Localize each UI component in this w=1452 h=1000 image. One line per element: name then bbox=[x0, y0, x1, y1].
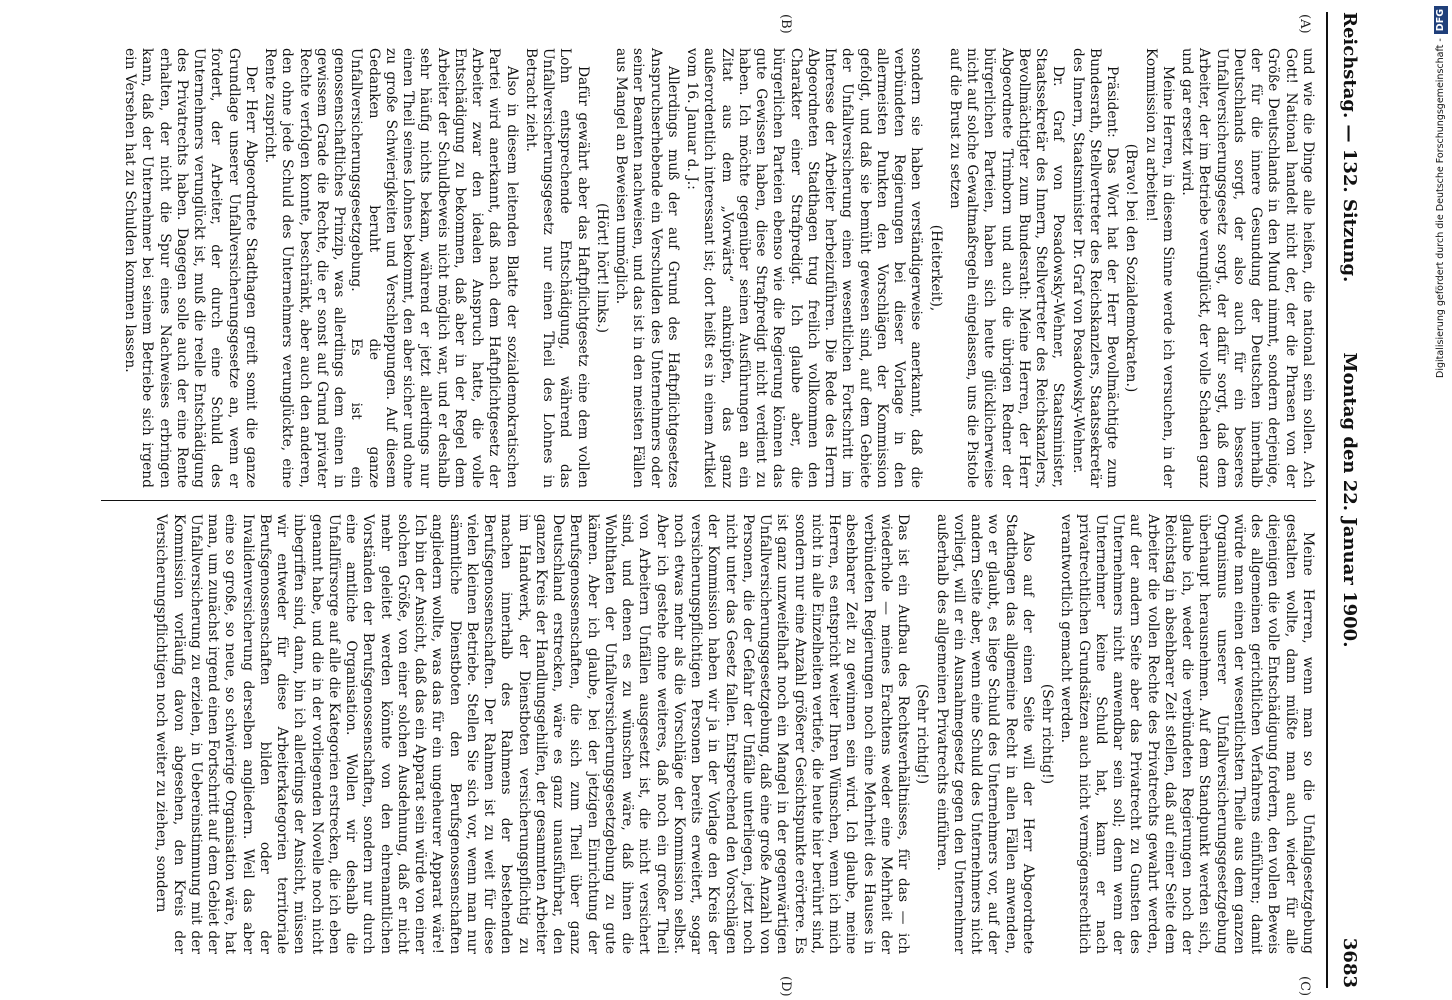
margin-label-b: (B) bbox=[778, 14, 793, 34]
dfg-logo: DFG bbox=[1434, 6, 1448, 34]
interjection: (Sehr richtig!) bbox=[1039, 683, 1056, 785]
paragraph-speaker: Dr. Graf von Posadowsky-Wehner, Staatsminister, Staatssekretär des Innern, Stellvertreter des Reichskanzlers, Bevollmächtigter zum Bundesrath: Meine Herren, der Herr Abgeordnete Trimborn und auch die übrigen Redner der bürgerlichen Parteien, haben sich heute glücklicherweise nicht auf solche Gewaltmaßregeln eingelassen, uns die Pistole auf die Brust zu setzen bbox=[947, 48, 1067, 488]
paragraph: sondern sie haben verständigerweise anerkannt, daß die verbündeten Regierungen bei dieser Vorlage in den allermeisten Punkten den Vorschlägen der Kommission gefolgt, und daß sie bemüht gewesen sind, auf dem Gebiete der Unfallversicherung einen wesentlichen Fortschritt im Interesse der Arbeiter herbeizuführen. Die Rede des Herrn Abgeordneten Stadthagen trug freilich vollkommen den Charakter einer Strafpredigt. Ich glaube aber, die bürgerlichen Parteien ebenso wie die Regierung können das gute Gewissen haben, diese Strafpredigt nicht verdient zu haben. Ich möchte gegenüber seinen Ausführungen an ein Zitat aus dem „Vorwärts“ anknüpfen, das ganz außerordentlich interessant ist; dort heißt es in einem Artikel vom 16. Januar d. J.: bbox=[684, 48, 925, 488]
document-page bbox=[48, 0, 1378, 1000]
quotation: Allerdings muß der auf Grund des Haftpflichtgesetzes Anspruchserhebende ein Verschulden des Unternehmers oder seiner Beamten nachweisen, und das ist in den meisten Fällen aus Mangel an Beweisen unmöglich. bbox=[613, 48, 681, 488]
paragraph: und wie die Dinge alle heißen, die national sein sollen. Ach Gott! National handelt nicht der, der die Phrasen von der Größe Deutschlands in den Mund nimmt, sondern derjenige, der für die innere Gesundung der Deutschen innerhalb Deutschlands sorgt, der also auch für ein besseres Unfallversicherungsgesetz sorgt, der dafür sorgt, daß dem Arbeiter, der im Betriebe verunglückt, der volle Schaden ganz und gar ersetzt wird. bbox=[1179, 48, 1316, 488]
left-column bbox=[119, 48, 1316, 488]
header-session: Reichstag. — 132. Sitzung. bbox=[1339, 12, 1360, 283]
quotation: Dafür gewährt aber das Haftpflichtgesetz eine dem vollen Lohn entsprechende Entschädigung, während das Unfallversicherungsgesetz nur einen Theil des Lohnes in Betracht zieht. bbox=[523, 48, 591, 488]
header-date: Montag den 22. Januar 1900. bbox=[1339, 352, 1360, 648]
digitization-note bbox=[1408, 6, 1446, 996]
right-column bbox=[150, 514, 1316, 954]
paragraph: Meine Herren, wenn man so die Unfallgesetzgebung gestalten wollte, dann müßte man auch wieder für alle diejenigen die volle Entschädigung fordern, den vollen Beweis des allgemeinen gerichtlichen Verfahrens einführen; damit würde man einen der wesentlichsten Theile aus dem ganzen Organismus unserer Unfallversicherungsgesetzgebung überhaupt herausnehmen. Auf dem Standpunkt werden sich, glaube ich, weder die verbündeten Regierungen noch der Reichstag in absehbarer Zeit stellen, daß auf einer Seite dem Arbeiter die vollen Rechte des Privatrechts gewahrt werden, auf der andern Seite aber das Privatrecht zu Gunsten des Unternehmers nicht anwendbar sein soll; denn wenn der Unternehmer keine Schuld hat, kann er nach privatrechtlichen Grundsätzen auch nicht vermögensrechtlich verantwortlich gemacht werden. bbox=[1058, 514, 1316, 954]
interjection: (Sehr richtig!) bbox=[914, 683, 931, 785]
interjection: (Bravo! bei den Sozialdemokraten.) bbox=[1123, 143, 1140, 393]
paragraph: Meine Herren, in diesem Sinne werde ich versuchen, in der Kommission zu arbeiten! bbox=[1142, 48, 1176, 488]
paragraph: Das ist ein Aufbau des Rechtsverhältnisses, für das — ich wiederhole — meines Erachtens weder eine Mehrheit der verbündeten Regierungen noch eine Mehrheit des Hauses in absehbarer Zeit zu gewinnen sein wird. Ich glaube, meine Herren, es entspricht weiter Ihren Wünschen, wenn ich mich nicht in alle Einzelheiten vertiefe, die heute hier berührt sind, sondern nur eine Anzahl größerer Gesichtspunkte erörtere. Es ist ganz unzweifelhaft noch ein Mangel in der gegenwärtigen Unfallversicherungsgesetzgebung, daß eine große Anzahl von Personen, die der Gefahr der Unfälle unterliegen, jetzt noch nicht unter das Gesetz fallen. Entsprechend den Vorschlägen der Kommission haben wir ja in der Vorlage den Kreis der versicherungspflichtigen Personen bereits erweitert, sogar noch etwas mehr als die Vorschläge der Kommission selbst. Aber ich gestehe ohne weiteres, daß noch ein großer Theil von Arbeitern Unfällen ausgesetzt ist, die nicht versichert sind, und denen es zu wünschen wäre, daß ihnen die Wohlthaten der Unfallversicherungsgesetzgebung zu gute kämen. Aber ich glaube, bei der jetzigen Einrichtung der Berufsgenossenschaften, die sich zum Theil über ganz Deutschland erstrecken, wäre es ganz unausführbar, den ganzen Kreis der Handlungsgehilfen, der gesammten Arbeiter im Handwerk, der Dienstboten versicherungspflichtig zu machen innerhalb des Rahmens der bestehenden Berufsgenossenschaften. Der Rahmen ist zu weit für diese vielen kleinen Betriebe. Stellen Sie sich vor, wenn man nur sämmtliche Dienstboten den Berufsgenossenschaften angliedern wollte, was das für ein ungeheurer Apparat wäre! Ich bin der Ansicht, daß das ein Apparat sein würde von einer solchen Größe, von einer solchen Ausdehnung, daß er nicht mehr geleitet werden könnte von den ehrenamtlichen Vorständen der Berufsgenossenschaften, sondern nur durch eine amtliche Organisation. Wollen wir deshalb die Unfallfürsorge auf alle die Kategorien erstrecken, die ich eben genannt habe, und die in der vorliegenden Novelle noch nicht inbegriffen sind, dann, bin ich allerdings der Ansicht, müssen wir entweder für diese Arbeiterkategorien territoriale Berufsgenossenschaften bilden oder der Invalidenversicherung derselben angliedern. Weil das aber eine so große, so neue, so schwierige Organisation wäre, hat man, um zunächst irgend einen Fortschritt auf dem Gebiet der Unfallversicherung zu erzielen, in Uebereinstimmung mit der Kommission vorläufig davon abgesehen, den Kreis der Versicherungspflichtigen noch weiter zu ziehen, sondern bbox=[153, 514, 912, 954]
column-divider bbox=[101, 500, 1316, 501]
digitization-text: Digitalisierung gefördert durch die Deutsche Forschungsgemeinschaft - bbox=[1435, 38, 1446, 378]
paragraph: Also in diesem leitenden Blatte der sozialdemokratischen Partei wird anerkannt, daß nach dem Haftpflichtgesetz der Arbeiter zwar den idealen Anspruch hatte, die volle Entschädigung zu bekommen, daß aber in der Regel dem Arbeiter der Schuldbeweis nicht möglich war, und er deshalb sehr häufig nichts bekam, während er jetzt allerdings nur einen Theil seines Lohnes bekommt, den aber sicher und ohne zu große Schwierigkeiten und Verschleppungen. Auf diesem Gedanken beruht die ganze Unfallversicherungsgesetzgebung. Es ist ein genossenschaftliches Prinzip, was allerdings dem einen in gewissem Grade die Rechte, die er sonst auf Grund privater Rechte verfolgen konnte, beschränkt, aber auch den anderen, den ohne jede Schuld des Unternehmers verunglückte, eine Rente zuspricht. bbox=[262, 48, 520, 488]
margin-label-d: (D) bbox=[778, 976, 793, 997]
header-page-number: 3683 bbox=[1339, 937, 1360, 988]
paragraph: Der Herr Abgeordnete Stadthagen greift somit die ganze Grundlage unserer Unfallversicherungsgesetze an, wenn er fordert, der Arbeiter, der durch eine Schuld des Unternehmers verunglückt ist, muß die reelle Entschädigung des Privatrechts haben. Dagegen solle auch der eine Rente erhalten, der nicht die Spur eines Nachweises erbringen kann, daß der Unternehmer bei seinem Betriebe sich irgend ein Versehen hat zu Schulden kommen lassen. bbox=[122, 48, 259, 488]
margin-label-c: (C) bbox=[1297, 976, 1312, 997]
paragraph-president: Präsident: Das Wort hat der Herr Bevollmächtigte zum Bundesrath, Stellvertreter des Reichskanzlers, Staatssekretär des Innern, Staatsminister Dr. Graf von Posadowsky-Wehner. bbox=[1069, 48, 1121, 488]
margin-label-a: (A) bbox=[1297, 14, 1312, 34]
interjection: (Hört! hört! links.) bbox=[594, 203, 610, 333]
interjection: (Heiterkeit), bbox=[927, 224, 944, 312]
paragraph: Also auf der einen Seite will der Herr Abgeordnete Stadthagen das allgemeine Recht in allen Fällen anwenden, wo er glaubt, es liege Schuld des Unternehmers vor, auf der andern Seite aber, wenn eine Schuld des Unternehmers nicht vorliegt, will er ein Ausnahmegesetz gegen den Unternehmer außerhalb des allgemeinen Privatrechts einführen. bbox=[933, 514, 1036, 954]
header-rule bbox=[1326, 12, 1328, 988]
